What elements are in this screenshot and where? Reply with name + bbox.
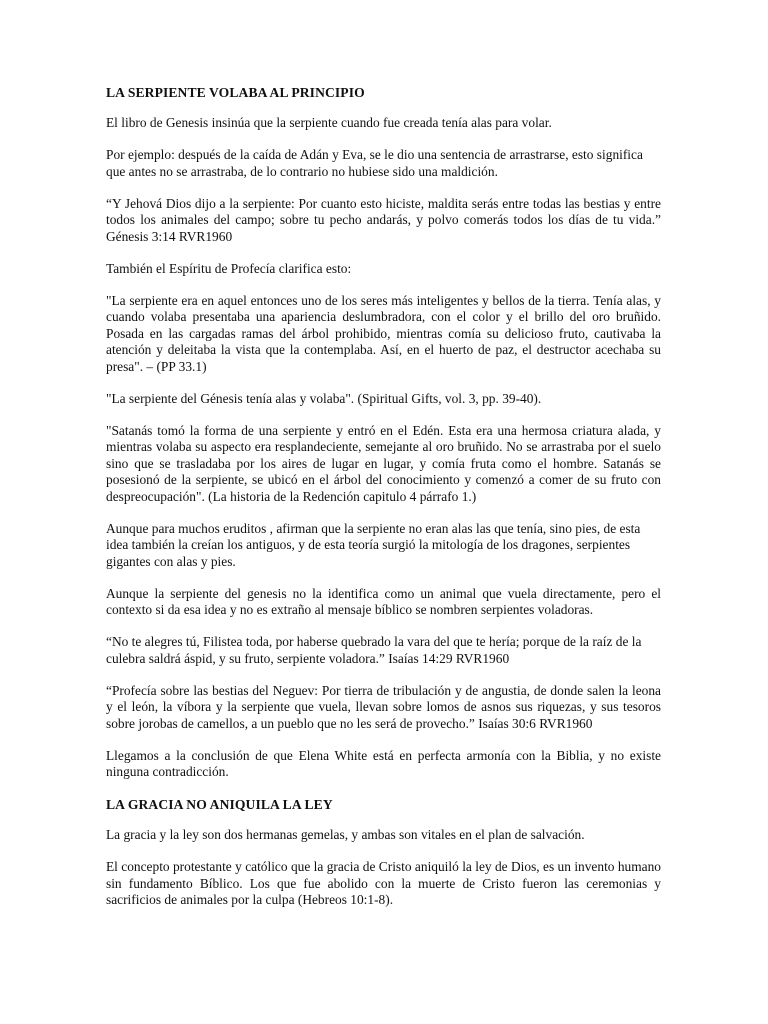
section-heading-serpiente: LA SERPIENTE VOLABA AL PRINCIPIO (106, 85, 365, 100)
paragraph: Llegamos a la conclusión de que Elena White está en perfecta armonía con la Biblia, y no existe ninguna contradicción. (106, 747, 661, 779)
paragraph: Aunque la serpiente del genesis no la identifica como un animal que vuela directamente, pero el contexto si da esa idea y no es extraño al mensaje bíblico se nombren serpientes voladoras. (106, 585, 661, 617)
bible-quote: “Profecía sobre las bestias del Neguev: Por tierra de tribulación y de angustia, de donde salen la leona y el león, la víbora y la serpiente que vuela, llevan sobre lomos de asnos sus riquezas, y sus tesoros sobre jorobas de camellos, a un pueblo que no les será de provecho.” Isaías 30:6 RVR1960 (106, 682, 661, 731)
bible-quote: “Y Jehová Dios dijo a la serpiente: Por cuanto esto hiciste, maldita serás entre todas las bestias y entre todos los animales del campo; sobre tu pecho andarás, y polvo comerás todos los días de tu vida.” Génesis 3:14 RVR1960 (106, 195, 661, 244)
quote: "La serpiente del Génesis tenía alas y volaba". (Spiritual Gifts, vol. 3, pp. 39-40). (106, 390, 542, 406)
document-page (106, 84, 661, 924)
quote: "Satanás tomó la forma de una serpiente y entró en el Edén. Esta era una hermosa criatura alada, y mientras volaba su aspecto era resplandeciente, semejante al oro bruñido. No se arrastraba por el suelo sino que se trasladaba por los aires de lugar en lugar, y comía fruta como el hombre. Satanás se posesionó de la serpiente, se ubicó en el árbol del conocimiento y comenzó a comer de su fruto con despreocupación". (La historia de la Redención capitulo 4 párrafo 1.) (106, 422, 661, 504)
paragraph: El concepto protestante y católico que la gracia de Cristo aniquiló la ley de Dios, es un invento humano sin fundamento Bíblico. Los que fue abolido con la muerte de Cristo fueron las ceremonias y sacrificios de animales por la culpa (Hebreos 10:1-8). (106, 859, 661, 907)
paragraph: Por ejemplo: después de la caída de Adán y Eva, se le dio una sentencia de arrastrarse, esto significa que antes no se arrastraba, de lo contrario no hubiese sido una maldición. (106, 147, 643, 179)
paragraph: También el Espíritu de Profecía clarifica esto: (106, 260, 352, 276)
quote: "La serpiente era en aquel entonces uno de los seres más inteligentes y bellos de la tierra. Tenía alas, y cuando volaba presentaba una apariencia deslumbradora, con el color y el brillo del oro bruñido. Posada en las cargadas ramas del árbol prohibido, mientras comía su delicioso fruto, cautivaba la atención y deleitaba la vista que la contemplaba. Así, en el huerto de paz, el destructor acechaba su presa". – (PP 33.1) (106, 292, 661, 374)
bible-quote: “No te alegres tú, Filistea toda, por haberse quebrado la vara del que te hería; porque de la raíz de la culebra saldrá áspid, y su fruto, serpiente voladora.” Isaías 14:29 RVR1960 (106, 634, 642, 666)
paragraph: Aunque para muchos eruditos , afirman que la serpiente no eran alas las que tenía, sino pies, de esta idea también la creían los antiguos, y de esta teoría surgió la mitología de los dragones, serpientes gigantes con alas y pies. (106, 520, 641, 569)
paragraph: El libro de Genesis insinúa que la serpiente cuando fue creada tenía alas para volar. (106, 115, 552, 130)
section-heading-gracia: LA GRACIA NO ANIQUILA LA LEY (106, 797, 333, 812)
paragraph: La gracia y la ley son dos hermanas gemelas, y ambas son vitales en el plan de salvación. (106, 827, 585, 842)
